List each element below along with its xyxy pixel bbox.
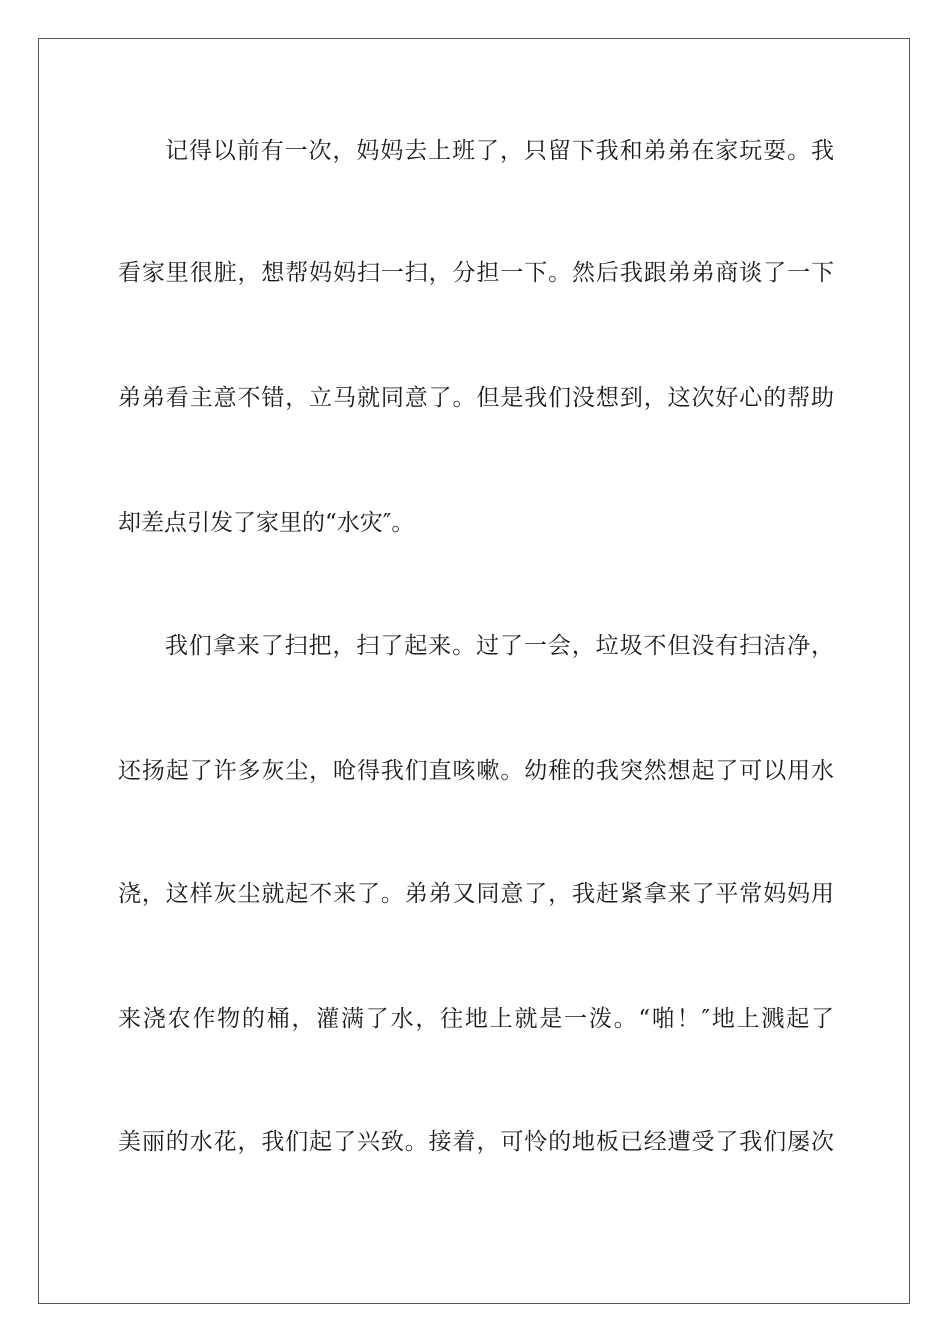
paragraph-1-line-1: 记得以前有一次，妈妈去上班了，只留下我和弟弟在家玩耍。我: [165, 138, 834, 164]
paragraph-1-line-4: 却差点引发了家里的“水灾″。: [118, 510, 415, 536]
paragraph-2-line-2: 还扬起了许多灰尘，呛得我们直咳嗽。幼稚的我突然想起了可以用水: [118, 758, 834, 784]
paragraph-1-line-2: 看家里很脏，想帮妈妈扫一扫，分担一下。然后我跟弟弟商谈了一下: [118, 260, 834, 286]
page-frame: [38, 38, 910, 1304]
paragraph-2-line-1: 我们拿来了扫把，扫了起来。过了一会，垃圾不但没有扫洁净，: [165, 633, 834, 659]
paragraph-2-line-4: 来浇农作物的桶，灌满了水，往地上就是一泼。“啪！″地上溅起了: [118, 1006, 834, 1032]
paragraph-1-line-3: 弟弟看主意不错，立马就同意了。但是我们没想到，这次好心的帮助: [118, 385, 834, 411]
paragraph-2-line-5: 美丽的水花，我们起了兴致。接着，可怜的地板已经遭受了我们屡次: [118, 1129, 834, 1155]
paragraph-2-line-3: 浇，这样灰尘就起不来了。弟弟又同意了，我赶紧拿来了平常妈妈用: [118, 881, 834, 907]
